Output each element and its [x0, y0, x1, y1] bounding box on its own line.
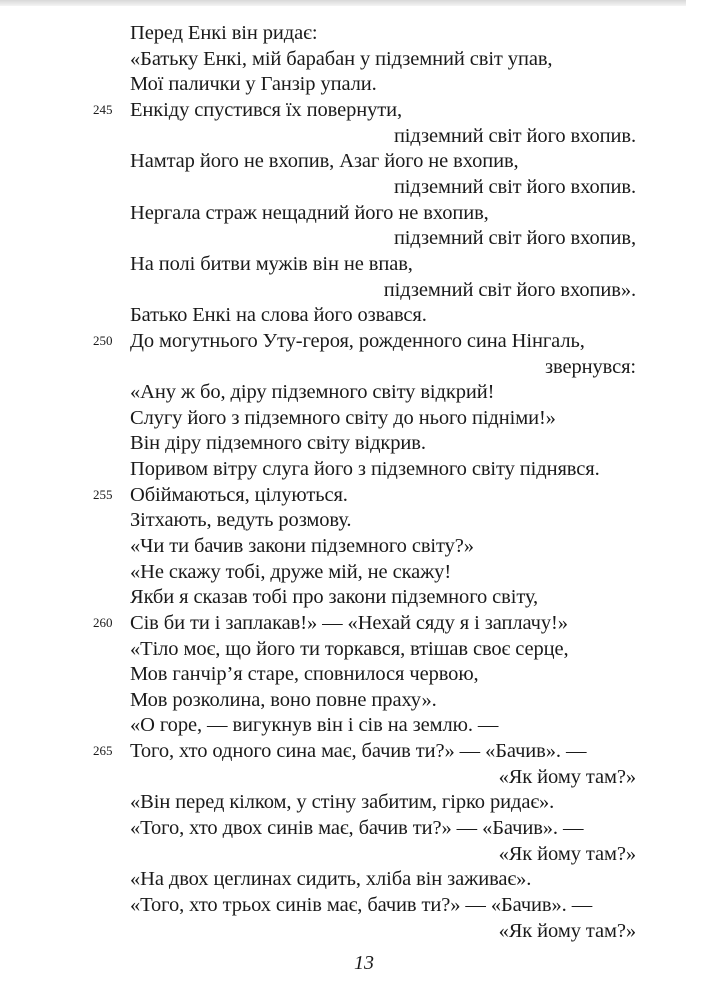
verse-line-continuation: підземний світ його вхопив,: [393, 227, 636, 249]
verse-line: «Того, хто двох синів має, бачив ти?» — «Бачив». —: [130, 817, 584, 839]
verse-line: «Того, хто трьох синів має, бачив ти?» — «Бачив». —: [130, 894, 593, 916]
verse-line: «Чи ти бачив закони підземного світу?»: [130, 535, 474, 557]
verse-line: На полі битви мужів він не впав,: [130, 253, 413, 275]
verse-line: До могутнього Уту-героя, рожденного сина Нінгаль,: [130, 330, 585, 352]
verse-line-continuation: «Як йому там?»: [498, 766, 636, 788]
line-number: 255: [93, 487, 113, 502]
verse-line-continuation: підземний світ його вхопив».: [383, 279, 636, 301]
verse-line: Сів би ти і заплакав!» — «Нехай сяду я і заплачу!»: [130, 612, 568, 634]
verse-line: Слугу його з підземного світу до нього підніми!»: [130, 407, 556, 429]
verse-line: «О горе, — вигукнув він і сів на землю. —: [130, 714, 499, 736]
verse-line: «Він перед кілком, у стіну забитим, гірко ридає».: [130, 791, 555, 813]
verse-line: «На двох цеглинах сидить, хліба він заживає».: [130, 868, 532, 890]
verse-line: «Тіло моє, що його ти торкався, втішав своє серце,: [130, 638, 569, 660]
verse-line: Мов ганчір’я старе, сповнилося червою,: [130, 663, 479, 685]
verse-line: «Ану ж бо, діру підземного світу відкрий!: [130, 381, 495, 403]
verse-line-continuation: звернувся:: [544, 356, 636, 378]
line-number: 260: [93, 615, 113, 630]
verse-line: Перед Енкі він ридає:: [130, 22, 318, 44]
verse-line-continuation: «Як йому там?»: [498, 920, 636, 942]
verse-line-continuation: підземний світ його вхопив.: [393, 176, 636, 198]
verse-line: Він діру підземного світу відкрив.: [130, 432, 426, 454]
verse-line: Зітхають, ведуть розмову.: [130, 509, 352, 531]
verse-line: Енкіду спустився їх повернути,: [130, 99, 402, 121]
verse-line: Нергала страж нещадний його не вхопив,: [130, 202, 489, 224]
verse-line: «Не скажу тобі, друже мій, не скажу!: [130, 561, 452, 583]
line-number: 250: [93, 333, 113, 348]
verse-line: Мої палички у Ганзір упали.: [130, 73, 377, 95]
verse-line: Мов розколина, воно повне праху».: [130, 689, 437, 711]
verse-line: Поривом вітру слуга його з підземного світу піднявся.: [130, 458, 600, 480]
verse-line: Намтар його не вхопив, Азаг його не вхопив,: [130, 150, 519, 172]
verse-line: Батько Енкі на слова його озвався.: [130, 304, 427, 326]
verse-line-continuation: підземний світ його вхопив.: [393, 125, 636, 147]
verse-line: Того, хто одного сина має, бачив ти?» — «Бачив». —: [130, 740, 587, 762]
verse-line: Якби я сказав тобі про закони підземного світу,: [130, 586, 539, 608]
line-number: 265: [93, 743, 113, 758]
verse-line-continuation: «Як йому там?»: [498, 843, 636, 865]
page-number: 13: [354, 952, 374, 974]
verse-line: «Батьку Енкі, мій барабан у підземний світ упав,: [130, 48, 553, 70]
verse-line: Обіймаються, цілуються.: [130, 484, 348, 506]
line-number: 245: [93, 102, 113, 117]
